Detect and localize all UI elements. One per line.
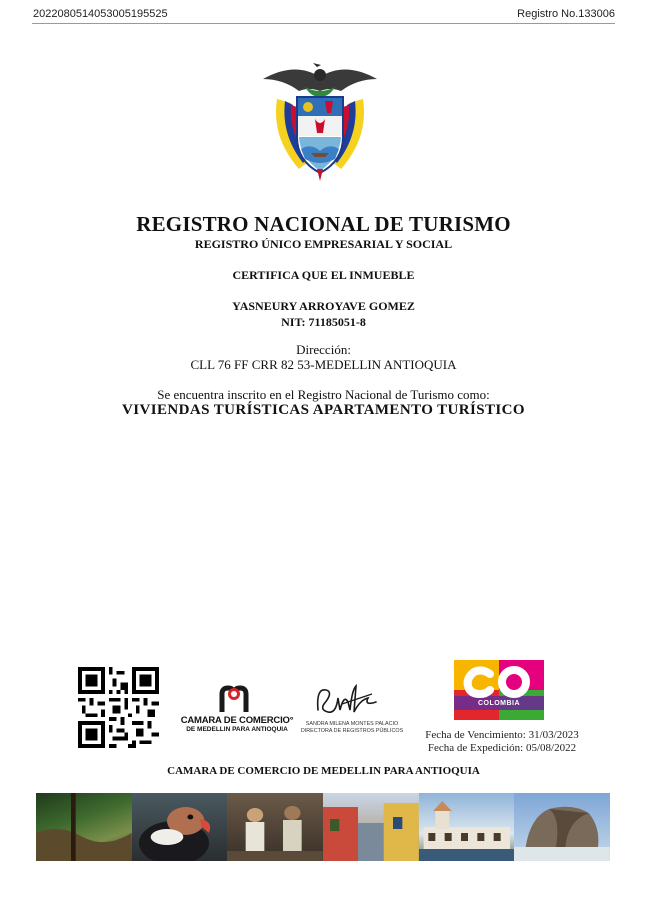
colombia-logo-label: COLOMBIA <box>477 700 521 707</box>
certificate-title: REGISTRO NACIONAL DE TURISMO <box>136 212 511 236</box>
condor-bird-photo <box>132 793 228 861</box>
fecha-expedicion: Fecha de Expedición: 05/08/2022 <box>427 742 577 754</box>
coat-of-arms-of-colombia-icon <box>255 57 385 187</box>
certificate-subtitle: REGISTRO ÚNICO EMPRESARIAL Y SOCIAL <box>194 237 453 251</box>
owner-name: YASNEURY ARROYAVE GOMEZ <box>232 299 415 313</box>
signatory-name: SANDRA MILENA MONTES PALACIO <box>305 721 399 727</box>
qr-code-icon <box>78 667 159 748</box>
registro-number: Registro No.133006 <box>517 8 615 20</box>
forest-photo <box>36 793 132 861</box>
document-number: 2022080514053005195525 <box>33 8 168 20</box>
signature-icon <box>312 680 382 722</box>
header-divider <box>32 23 615 24</box>
fecha-vencimiento: Fecha de Vencimiento: 31/03/2023 <box>425 729 579 741</box>
camara-logo-name: CAMARA DE COMERCIO° <box>180 715 294 726</box>
camara-logo-sub: DE MEDELLIN PARA ANTIOQUIA <box>186 726 288 733</box>
registration-intro: Se encuentra inscrito en el Registro Nacional de Turismo como: <box>157 387 490 402</box>
signatory-role: DIRECTORA DE REGISTROS PÚBLICOS <box>300 728 404 734</box>
rock-landmark-photo <box>514 793 610 861</box>
camara-de-comercio-logo-icon <box>214 684 254 714</box>
footer-organization: CAMARA DE COMERCIO DE MEDELLIN PARA ANTIOQUIA <box>167 765 480 777</box>
colonial-building-photo <box>419 793 515 861</box>
colonial-street-photo <box>323 793 419 861</box>
colombia-co-logo-icon <box>454 660 544 720</box>
direccion-value: CLL 76 FF CRR 82 53-MEDELLIN ANTIOQUIA <box>190 357 457 372</box>
people-street-photo <box>227 793 323 861</box>
photo-strip <box>36 793 610 861</box>
certifica-text: CERTIFICA QUE EL INMUEBLE <box>232 268 415 282</box>
owner-nit: NIT: 71185051-8 <box>281 315 366 329</box>
registration-category: VIVIENDAS TURÍSTICAS APARTAMENTO TURÍSTICO <box>122 402 525 418</box>
direccion-label: Dirección: <box>296 342 351 357</box>
